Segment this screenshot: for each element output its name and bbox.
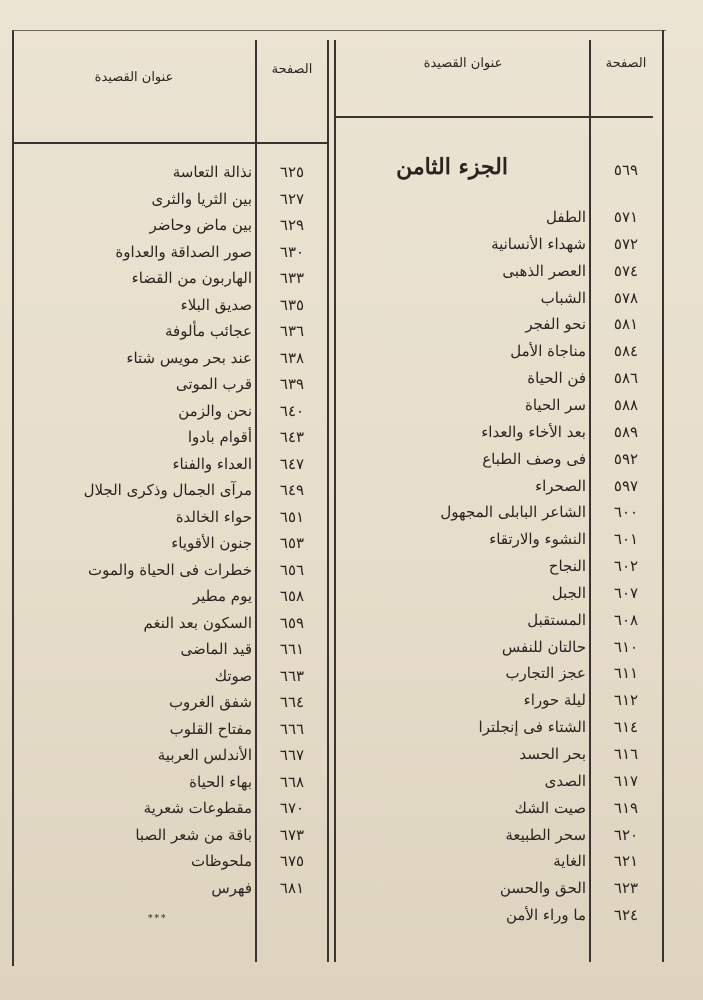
- toc-entry-title: خطرات فى الحياة والموت: [87, 560, 252, 579]
- toc-page-number: ٥٨٨: [613, 395, 639, 414]
- toc-page-number: ٦٣٨: [279, 348, 305, 367]
- toc-entry-title: السكون بعد النغم: [143, 613, 252, 632]
- toc-entry-title: قرب الموتى: [175, 375, 252, 393]
- toc-page-number: ٦١٢: [613, 691, 639, 710]
- toc-entry-title: سر الحياة: [525, 395, 586, 414]
- toc-entry-title: ليلة حوراء: [523, 691, 586, 710]
- toc-page-number: ٦٢١: [613, 852, 639, 871]
- toc-page-number: ٥٧٢: [613, 234, 639, 253]
- toc-entry-title: النجاح: [548, 557, 586, 576]
- toc-entry-title: المستقبل: [527, 610, 586, 629]
- divider-right-page-col: [589, 40, 591, 962]
- toc-page-number: ٦٧٥: [279, 852, 305, 870]
- toc-entry-title: صيت الشك: [514, 798, 586, 817]
- toc-entry-title: الصحراء: [535, 476, 586, 495]
- toc-entry-title: مقطوعات شعرية: [143, 799, 252, 817]
- right-page-header: الصفحة: [605, 56, 647, 71]
- toc-entry-title: سحر الطبيعة: [505, 825, 586, 844]
- toc-page-number: ٦٠٢: [613, 557, 639, 576]
- toc-page-number: ٦٧٠: [279, 799, 305, 817]
- toc-entry-title: بعد الأخاء والعداء: [481, 422, 586, 441]
- toc-page-number: ٦٥٣: [279, 534, 305, 552]
- toc-entry-title: حواء الخالدة: [175, 507, 252, 526]
- divider-center-right: [334, 40, 336, 962]
- toc-entry-title: مناجاة الأمل: [510, 342, 586, 361]
- section-title: الجزء الثامن: [396, 154, 508, 180]
- toc-page-number: ٦٢٠: [613, 825, 639, 844]
- toc-entry-title: نحن والزمن: [178, 401, 252, 420]
- toc-page-number: ٦٦٧: [279, 746, 305, 764]
- toc-page-number: ٦٦٣: [279, 666, 305, 685]
- toc-page-number: ٦٦٦: [279, 719, 305, 738]
- toc-entry-title: قيد الماضى: [180, 640, 252, 658]
- toc-entry-title: الجبل: [551, 583, 586, 602]
- header-rule-left: [12, 142, 327, 144]
- toc-page-number: ٦١٦: [613, 745, 639, 763]
- toc-page-number: ٦٤٩: [279, 481, 305, 499]
- toc-entry-title: ما وراء الأمن: [505, 906, 586, 925]
- toc-page-number: ٦١٩: [613, 798, 639, 817]
- toc-entry-title: الأندلس العربية: [157, 746, 252, 764]
- toc-page-number: ٦٣٥: [279, 295, 305, 314]
- toc-page-number: ٦٢٥: [279, 163, 305, 181]
- left-title-header: عنوان القصيدة: [94, 70, 174, 85]
- toc-entry-title: صوتك: [214, 666, 252, 685]
- toc-page-number: ٦١٧: [613, 771, 639, 790]
- toc-page-number: ٦٠٧: [613, 583, 639, 602]
- end-mark: ***: [148, 914, 168, 924]
- toc-page-number: ٦٥٩: [279, 613, 305, 632]
- toc-entry-title: صور الصداقة والعداوة: [115, 242, 252, 261]
- toc-entry-title: باقة من شعر الصبا: [135, 825, 252, 844]
- toc-page-number: ٦٦٨: [279, 772, 305, 791]
- toc-page-number: ٥٨٤: [613, 342, 639, 361]
- toc-page-number: ٥٨٦: [613, 369, 639, 388]
- toc-entry-title: الحق والحسن: [499, 879, 586, 898]
- toc-entry-title: نحو الفجر: [525, 315, 586, 334]
- toc-page-number: ٥٧١: [613, 208, 639, 226]
- right-title-header: عنوان القصيدة: [423, 56, 503, 71]
- toc-page-number: ٦٠٨: [613, 610, 639, 629]
- toc-page-number: ٥٧٨: [613, 288, 639, 307]
- toc-entry-title: النشوء والارتقاء: [489, 530, 586, 549]
- toc-page-number: ٦٦١: [279, 640, 305, 658]
- toc-page-number: ٦٨١: [279, 878, 305, 897]
- toc-page-number: ٦٢٣: [613, 879, 639, 898]
- toc-page-number: ٥٨٩: [613, 422, 639, 441]
- toc-page-number: ٦٣٩: [279, 375, 305, 393]
- toc-entry-title: فى وصف الطباع: [482, 449, 586, 468]
- toc-entry-title: العصر الذهبى: [502, 261, 586, 280]
- toc-entry-title: نذالة التعاسة: [172, 163, 252, 181]
- section-page-number: ٥٦٩: [613, 161, 639, 179]
- toc-page-number: ٦٣٦: [279, 322, 305, 340]
- toc-page-number: ٦٤٠: [279, 401, 305, 420]
- toc-entry-title: الشباب: [540, 288, 586, 307]
- toc-entry-title: شهداء الأنسانية: [491, 234, 586, 253]
- toc-entry-title: عجائب مألوفة: [164, 322, 252, 340]
- toc-entry-title: فن الحياة: [527, 369, 586, 388]
- toc-page-number: ٥٩٧: [613, 476, 639, 495]
- toc-page-number: ٦١١: [613, 664, 639, 683]
- toc-entry-title: يوم مطير: [192, 587, 252, 605]
- toc-page-number: ٦٣٣: [279, 269, 305, 287]
- toc-entry-title: الشتاء فى إنجلترا: [478, 718, 586, 737]
- toc-page-number: ٦٦٤: [279, 693, 305, 711]
- toc-entry-title: أقوام بادوا: [187, 428, 252, 446]
- toc-page-number: ٥٧٤: [613, 261, 639, 280]
- toc-entry-title: حالتان للنفس: [501, 637, 586, 656]
- toc-page-number: ٦٥٨: [279, 587, 305, 605]
- toc-entry-title: صديق البلاء: [180, 295, 252, 314]
- toc-page-number: ٦١٤: [613, 718, 639, 737]
- toc-entry-title: بهاء الحياة: [189, 772, 252, 791]
- divider-center-left: [327, 40, 329, 962]
- toc-entry-title: الشاعر البابلى المجهول: [440, 503, 586, 522]
- toc-entry-title: بين الثريا والثرى: [151, 189, 252, 208]
- toc-page-number: ٦٥١: [279, 507, 305, 526]
- toc-entry-title: فهرس: [211, 878, 252, 897]
- toc-entry-title: شفق الغروب: [168, 693, 252, 711]
- toc-entry-title: ملحوظات: [190, 852, 252, 870]
- toc-page-number: ٦٣٠: [279, 242, 305, 261]
- toc-entry-title: عجز التجارب: [505, 664, 586, 683]
- toc-entry-title: الطفل: [546, 208, 586, 226]
- toc-entry-title: الصدى: [544, 771, 586, 790]
- toc-entry-title: العداء والفناء: [172, 454, 252, 473]
- toc-entry-title: مفتاح القلوب: [169, 719, 252, 738]
- toc-page-number: ٦٤٣: [279, 428, 305, 446]
- toc-page-number: ٦٢٤: [613, 906, 639, 925]
- toc-page-number: ٥٨١: [613, 315, 639, 334]
- toc-page-number: ٦٢٩: [279, 216, 305, 234]
- toc-entry-title: مرآى الجمال وذكرى الجلال: [83, 481, 252, 499]
- toc-entry-title: بحر الحسد: [519, 745, 586, 763]
- toc-entry-title: بين ماض وحاضر: [149, 216, 252, 234]
- header-rule-right: [336, 116, 653, 118]
- toc-entry-title: عند بحر مويس شتاء: [126, 348, 252, 367]
- toc-entry-title: الغاية: [553, 852, 586, 871]
- toc-page-number: ٦١٠: [613, 637, 639, 656]
- toc-entry-title: جنون الأقوياء: [171, 534, 252, 552]
- frame-right-edge: [662, 30, 664, 962]
- toc-page-number: ٦٢٧: [279, 189, 305, 208]
- toc-page-number: ٦٥٦: [279, 560, 305, 579]
- toc-page-number: ٦٠٠: [613, 503, 639, 522]
- toc-page-number: ٦٤٧: [279, 454, 305, 473]
- toc-page-number: ٦٠١: [613, 530, 639, 549]
- left-page-header: الصفحة: [271, 62, 313, 77]
- toc-page-number: ٥٩٢: [613, 449, 639, 468]
- toc-page-number: ٦٧٣: [279, 825, 305, 844]
- toc-entry-title: الهاربون من القضاء: [131, 269, 252, 287]
